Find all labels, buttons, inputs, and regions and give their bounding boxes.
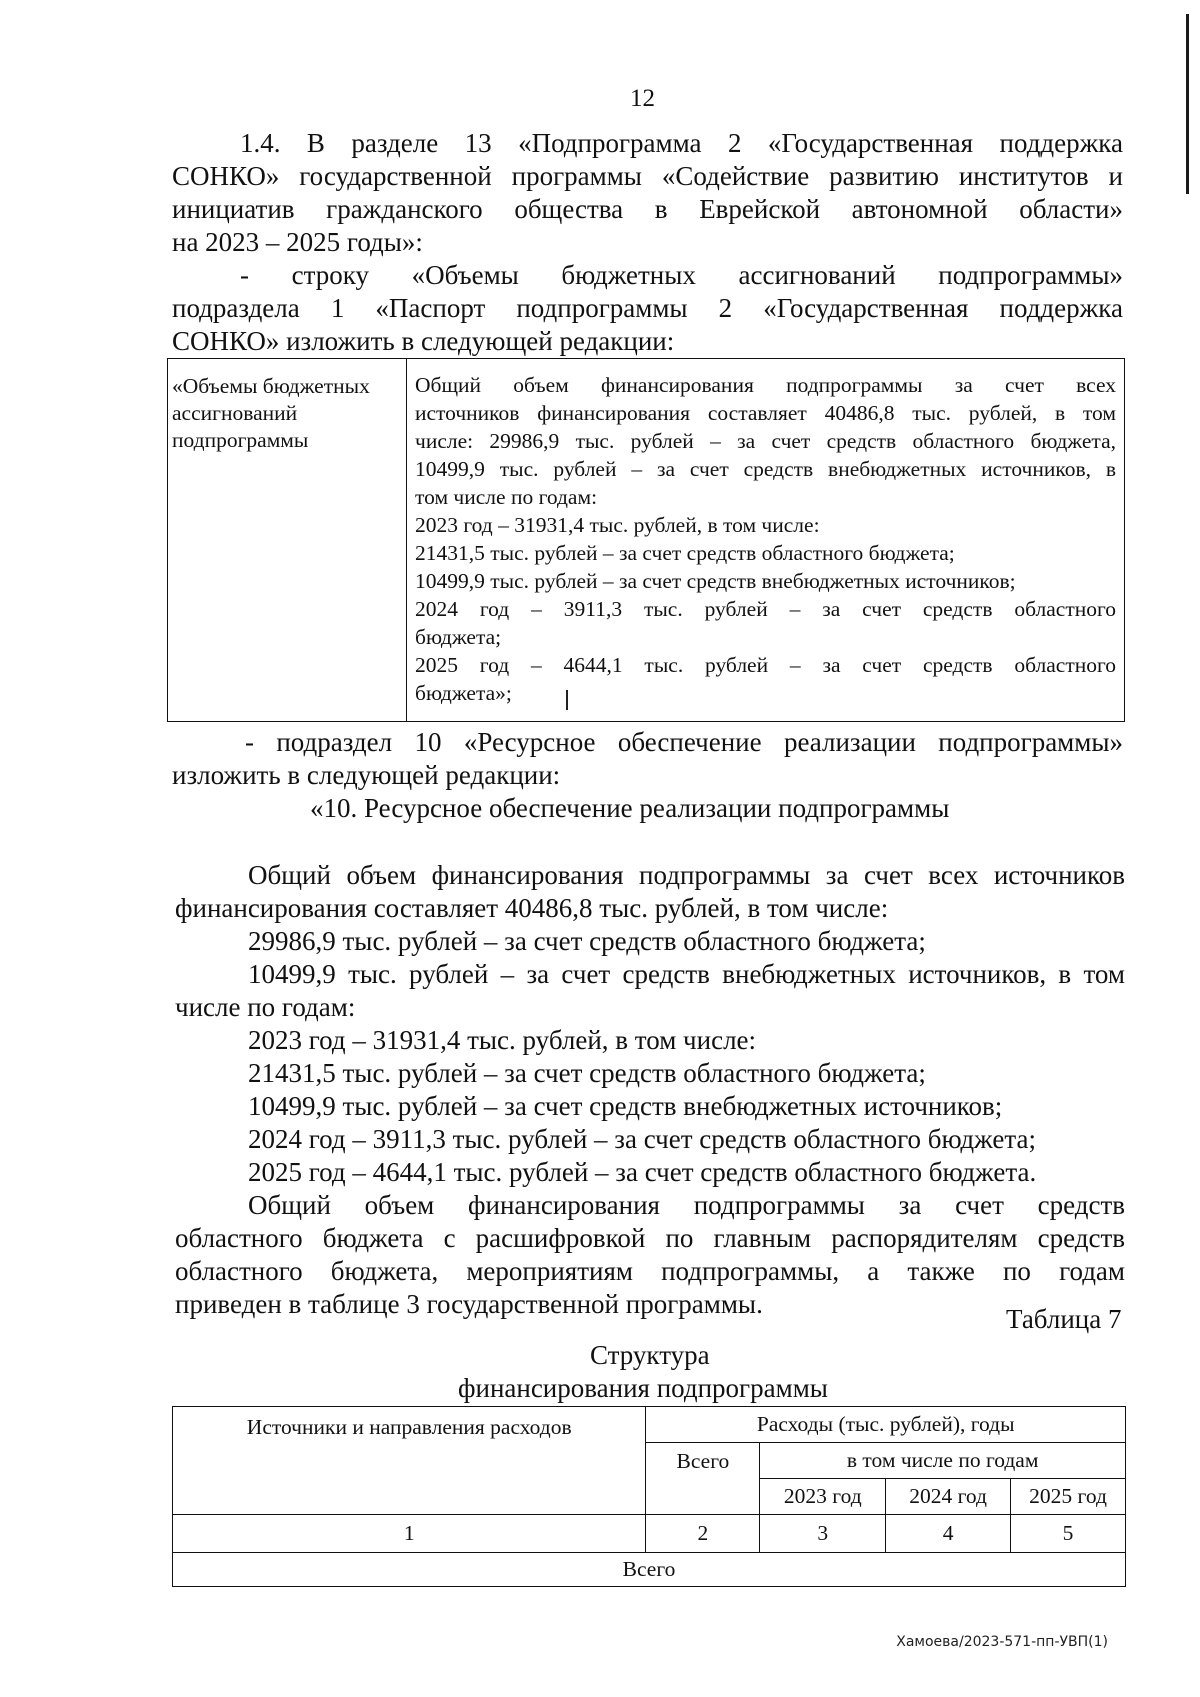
section10-p1-line-3: 29986,9 тыс. рублей – за счет средств областного бюджета; — [248, 926, 926, 956]
section10-p1-line-4: 10499,9 тыс. рублей – за счет средств внебюджетных источников, в том — [248, 959, 1125, 989]
section10-p1-line-2: финансирования составляет 40486,8 тыс. рублей, в том числе: — [175, 893, 889, 923]
passport-table — [167, 358, 1125, 722]
passport-label-line: ассигнований — [172, 401, 298, 425]
header-year: 2025 год — [1011, 1479, 1126, 1515]
passport-label-line: подпрограммы — [172, 428, 309, 452]
col-number: 5 — [1011, 1515, 1126, 1553]
page-number: 12 — [630, 85, 655, 112]
intro-line-1: 1.4. В разделе 13 «Подпрограмма 2 «Государственная поддержка — [240, 128, 1123, 158]
header-year: 2023 год — [760, 1479, 886, 1515]
passport-content-line: числе: 29986,9 тыс. рублей – за счет средств областного бюджета, — [415, 429, 1116, 453]
passport-content-line: бюджета; — [415, 625, 502, 649]
scan-mark — [566, 690, 568, 710]
passport-content-line: источников финансирования составляет 40486,8 тыс. рублей, в том — [415, 401, 1116, 425]
header-sources: Источники и направления расходов — [173, 1407, 646, 1515]
section10-p1-line-10: 2025 год – 4644,1 тыс. рублей – за счет средств областного бюджета. — [248, 1157, 1037, 1187]
section10-p2-line-3: областного бюджета, мероприятиям подпрограммы, а также по годам — [175, 1256, 1125, 1286]
passport-content-cell — [407, 359, 1124, 721]
table7-title-line-2: финансирования подпрограммы — [458, 1373, 828, 1403]
intro-line-4: на 2023 – 2025 годы»: — [172, 227, 423, 257]
section10-p1-line-7: 21431,5 тыс. рублей – за счет средств областного бюджета; — [248, 1058, 926, 1088]
scan-edge-mark — [1186, 14, 1189, 194]
header-expenses: Расходы (тыс. рублей), годы — [646, 1407, 1126, 1443]
header-by-years: в том числе по годам — [760, 1443, 1126, 1479]
section10-line-2: изложить в следующей редакции: — [172, 760, 561, 790]
structure-table — [172, 1406, 1126, 1587]
section10-heading: «10. Ресурсное обеспечение реализации подпрограммы — [310, 793, 950, 823]
section10-p2-line-2: областного бюджета с расшифровкой по главным распорядителям средств — [175, 1223, 1125, 1253]
passport-content-line: том числе по годам: — [415, 485, 598, 509]
table7-title-line-1: Структура — [590, 1340, 710, 1370]
col-number: 2 — [646, 1515, 760, 1553]
col-number: 4 — [886, 1515, 1011, 1553]
passport-content-line: 2025 год – 4644,1 тыс. рублей – за счет средств областного — [415, 653, 1116, 677]
intro-line-5: - строку «Объемы бюджетных ассигнований подпрограммы» — [240, 260, 1123, 290]
section10-p1-line-1: Общий объем финансирования подпрограммы за счет всех источников — [248, 860, 1125, 890]
footer-reference: Хамоева/2023-571-пп-УВП(1) — [896, 1634, 1108, 1650]
section10-p1-line-9: 2024 год – 3911,3 тыс. рублей – за счет средств областного бюджета; — [248, 1124, 1036, 1154]
passport-content-line: 2024 год – 3911,3 тыс. рублей – за счет средств областного — [415, 597, 1116, 621]
section10-p1-line-8: 10499,9 тыс. рублей – за счет средств внебюджетных источников; — [248, 1091, 1003, 1121]
intro-line-3: инициатив гражданского общества в Еврейской автономной области» — [172, 194, 1123, 224]
intro-line-2: СОНКО» государственной программы «Содействие развитию институтов и — [172, 161, 1123, 191]
passport-label-cell — [168, 359, 407, 721]
intro-line-6: подраздела 1 «Паспорт подпрограммы 2 «Государственная поддержка — [172, 293, 1123, 323]
col-number: 3 — [760, 1515, 886, 1553]
section10-p2-line-4: приведен в таблице 3 государственной программы. — [175, 1289, 763, 1319]
section10-line-1: - подраздел 10 «Ресурсное обеспечение реализации подпрограммы» — [245, 727, 1123, 757]
col-number: 1 — [173, 1515, 646, 1553]
passport-label-line: «Объемы бюджетных — [172, 374, 370, 398]
header-year: 2024 год — [886, 1479, 1011, 1515]
header-total: Всего — [646, 1443, 760, 1515]
table7-label: Таблица 7 — [1006, 1304, 1122, 1334]
passport-content-line: 10499,9 тыс. рублей – за счет средств внебюджетных источников; — [415, 569, 1016, 593]
section10-p1-line-5: числе по годам: — [175, 992, 356, 1022]
section10-p2-line-1: Общий объем финансирования подпрограммы за счет средств — [248, 1190, 1125, 1220]
passport-content-line: 2023 год – 31931,4 тыс. рублей, в том числе: — [415, 513, 820, 537]
intro-line-7: СОНКО» изложить в следующей редакции: — [172, 326, 675, 356]
section10-p1-line-6: 2023 год – 31931,4 тыс. рублей, в том числе: — [248, 1025, 757, 1055]
passport-content-line: 21431,5 тыс. рублей – за счет средств областного бюджета; — [415, 541, 955, 565]
passport-content-line: Общий объем финансирования подпрограммы за счет всех — [415, 373, 1116, 397]
passport-content-line: бюджета»; — [415, 681, 512, 705]
row-total: Всего — [173, 1553, 1126, 1587]
passport-content-line: 10499,9 тыс. рублей – за счет средств внебюджетных источников, в — [415, 457, 1116, 481]
